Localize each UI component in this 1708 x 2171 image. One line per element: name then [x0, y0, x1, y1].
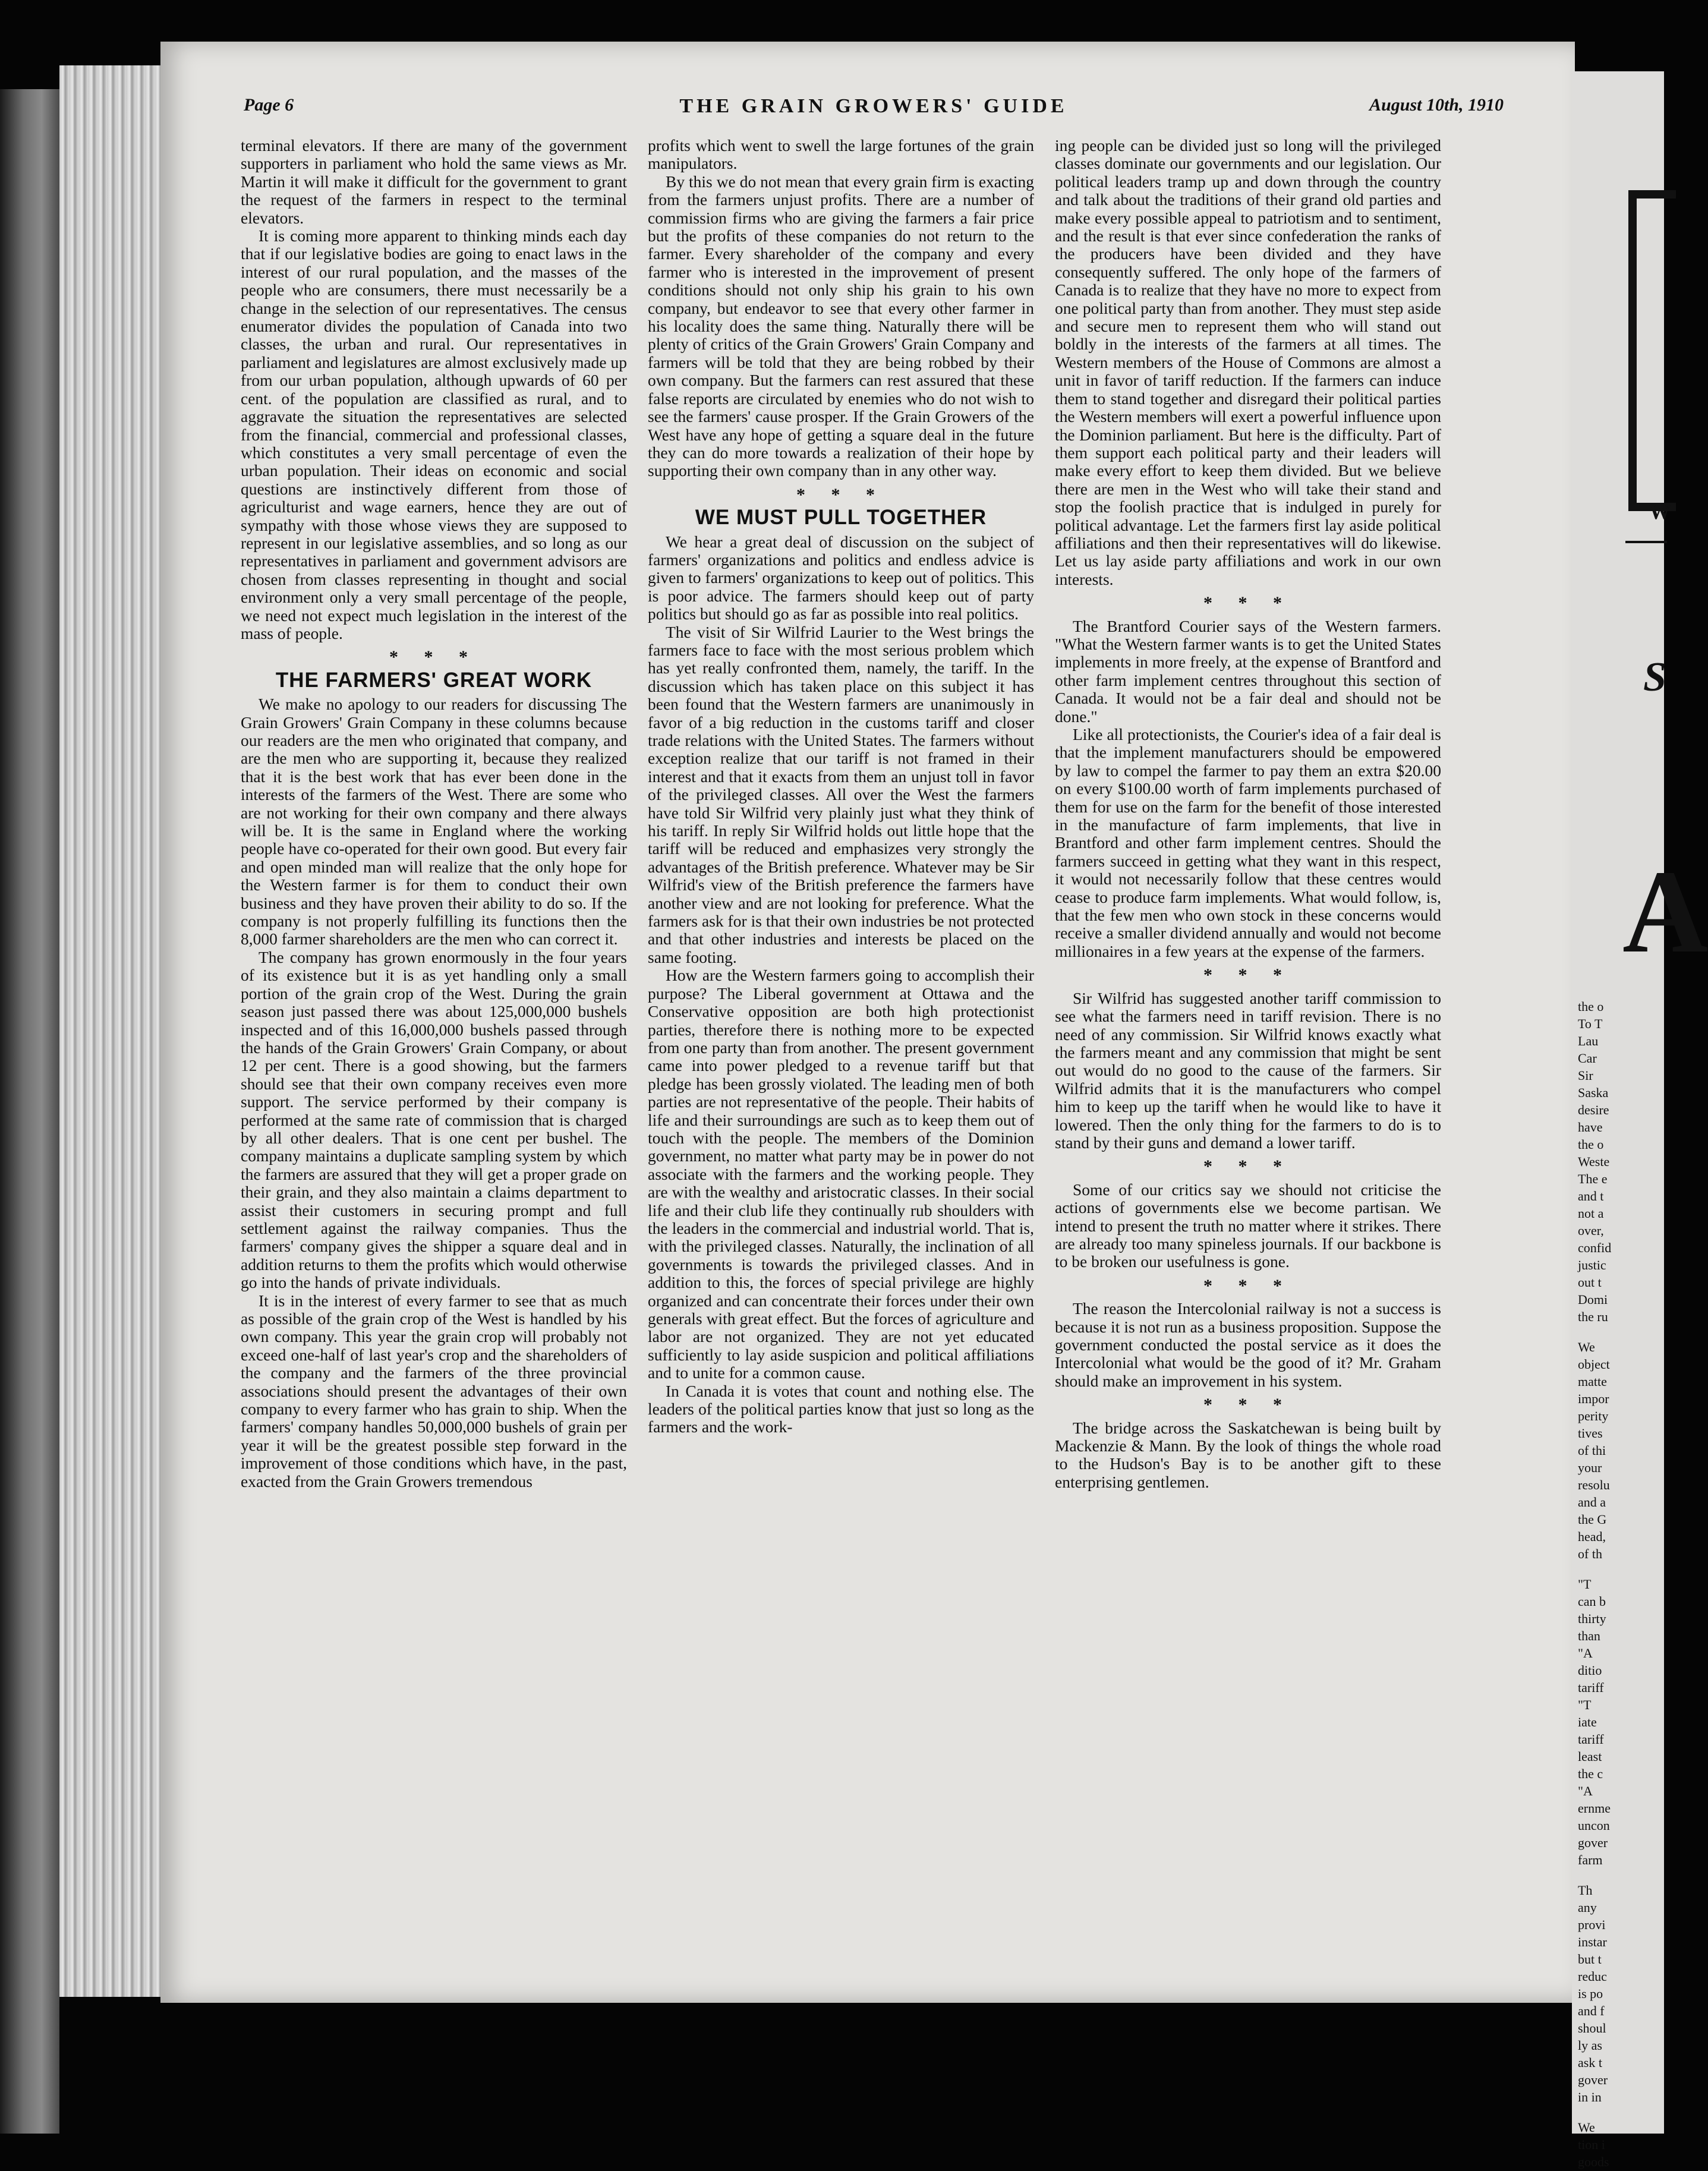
facing-page-fragment-line: and t [1578, 1189, 1604, 1203]
facing-page-fragment-line: in in [1578, 2090, 1602, 2104]
facing-page-fragment-line: than [1578, 1628, 1600, 1643]
facing-page-fragment-line: perity [1578, 1409, 1609, 1423]
paragraph: By this we do not mean that every grain firm is exacting from the farmers unjust profits. There are a number of commission firms who are giving the farmers a fair price but the profits of these companies do not return to the farmer. Every shareholder of the company and every farmer who is interested in the improvement of present conditions should not only ship his grain to his own company, but endeavor to see that every other farmer in his locality does the same thing. Naturally there will be plenty of critics of the Grain Growers' Grain Company and farmers will be told that they are being robbed by their own company. But the farmers can rest assured that these false reports are circulated by enemies who do not wish to see the farmers' cause prosper. If the Grain Growers of the West have any hope of getting a square deal in the future they can do more towards a realization of their hope by supporting their own company than in any other way. [648, 172, 1034, 480]
facing-page-fragment-line: the o [1578, 1137, 1604, 1152]
facing-page-fragment-line: We [1578, 2120, 1595, 2135]
facing-page-fragment-line: the ru [1578, 1309, 1608, 1324]
facing-page-fragment [1572, 71, 1708, 2169]
facing-page-fragment-line: Sir [1578, 1068, 1593, 1083]
facing-page-fragment-line: the o [1578, 999, 1604, 1014]
paragraph: terminal elevators. If there are many of the government supporters in parliament who hold the same views as Mr. Martin it will make it difficult for the government to grant the request of the farmers in respect to the terminal elevators. [241, 136, 627, 227]
facing-page-fragment-line: over, [1578, 1223, 1604, 1238]
facing-page-fragment-line: ask t [1578, 2055, 1602, 2070]
facing-page-fragment-line: iate [1578, 1715, 1597, 1729]
facing-page-fragment-line: "T [1578, 1697, 1592, 1712]
facing-page-fragment-line: least [1578, 1749, 1602, 1764]
facing-page-letter: S [1643, 654, 1666, 700]
facing-page-fragment-line: goods [1578, 2154, 1609, 2169]
facing-page-fragment-line: out t [1578, 1275, 1602, 1290]
facing-page-fragment-line: any [1578, 1900, 1597, 1915]
facing-page-fragment-line: is po [1578, 1986, 1603, 2001]
paragraph: How are the Western farmers going to accomplish their purpose? The Liberal government at Ottawa and the Conservative opposition are both high protectionist parties, therefore there is nothing more to be expected from one party than from another. The present government came into power pledged to a revenue tariff but that pledge has been grossly violated. The leading men of both parties are not representative of the people. Their habits of life and their surroundings are such as to keep them out of touch with the people. The members of the Dominion government, no matter what party may be in power do not associate with the farmers and the working people. They are with the wealthy and aristocratic classes. In their social life and their club life they continually rub shoulders with the leaders in the commercial and industrial world. That is, with the privileged classes. Naturally, the inclination of all governments is towards the privileged classes. And in addition to this, the forces of special privilege are highly organized and can concentrate their forces under their own generals with great effect. But the forces of agriculture and labor are not organized. They are not yet educated sufficiently to lay aside suspicion and political affiliations and to unite for a common cause. [648, 966, 1034, 1382]
facing-page-fragment-line: object [1578, 1357, 1610, 1372]
column-1 [241, 137, 627, 2027]
facing-page-fragment-line: thirty [1578, 1611, 1606, 1626]
facing-page-fragment-line: can b [1578, 1594, 1606, 1609]
section-separator: * * * [1203, 593, 1293, 613]
section-separator: * * * [1203, 965, 1293, 985]
left-book-edge [0, 89, 59, 2134]
facing-page-fragment-line: ernme [1578, 1801, 1611, 1816]
paragraph: ing people can be divided just so long will the privileged classes dominate our governments and our legislation. Our political leaders tramp up and down through the country and talk about the traditions of their grand old parties and make every possible appeal to patriotism and to sentiment, and the result is that ever since confederation the ranks of the producers have been divided and they have consequently suffered. The only hope of the farmers of Canada is to realize that they have no more to expect from one political party than from another. They must step aside and secure men to represent them who will stand out boldly in the interests of the farmers at all times. The Western members of the House of Commons are almost a unit in favor of tariff reduction. If the farmers can induce them to stand together and disregard their political parties the Western members will exert a powerful influence upon the Dominion parliament. But here is the difficulty. Part of them support each political party and their leaders will make every effort to keep them divided. But we believe there are men in the West who will take their stand and stop the foolish practice that is indulged in purely for political advantage. Let the farmers first lay aside political affiliations and then their representatives will do likewise. Let us lay aside party affiliations and work in our own interests. [1055, 136, 1441, 588]
facing-page-fragment-line: tariff [1578, 1732, 1604, 1747]
section-separator: * * * [796, 484, 885, 505]
page-header [244, 95, 1504, 131]
page-stack-edges [59, 65, 172, 1997]
facing-page-fragment-line: "A [1578, 1646, 1593, 1660]
facing-page-fragment-line: of th [1578, 1546, 1602, 1561]
facing-page-fragment-line: Weste [1578, 1154, 1610, 1169]
facing-page-fragment-line: instar [1578, 1934, 1607, 1949]
facing-page-fragment-line: Domi [1578, 1292, 1608, 1307]
facing-page-fragment-line: We [1578, 1340, 1595, 1354]
facing-page-fragment-line: ly as [1578, 2038, 1602, 2053]
facing-page-fragment-line: tariff [1578, 1680, 1604, 1695]
facing-page-fragment-line: impor [1578, 1391, 1609, 1406]
facing-page-fragment-line: gover [1578, 1835, 1608, 1850]
facing-page-fragment-line: shoul [1578, 2021, 1606, 2035]
facing-page-fragment-line: "T [1578, 1577, 1592, 1592]
column-3 [1055, 137, 1441, 2027]
facing-page-fragment-line: and f [1578, 2003, 1605, 2018]
facing-page-letter: W [1649, 500, 1671, 524]
facing-page-fragment-line: To T [1578, 1016, 1603, 1031]
facing-page-fragment-line: provi [1578, 1917, 1606, 1932]
article-headline: THE FARMERS' GREAT WORK [275, 668, 593, 692]
facing-page-fragment-line: not a [1578, 1206, 1604, 1221]
masthead: THE GRAIN GROWERS' GUIDE [679, 95, 1068, 117]
facing-page-fragment-line: Th [1578, 1883, 1593, 1898]
paragraph: The visit of Sir Wilfrid Laurier to the West brings the farmers face to face with the most serious problem which has yet really confronted them, namely, the tariff. In the discussion which has taken place on this subject it has been found that the Western farmers are unanimously in favor of a big reduction in the customs tariff and closer trade relations with the United States. The farmers without exception realize that our tariff is not framed in their interest and that it exacts from them an unjust toll in favor of the privileged classes. All over the West the farmers have told Sir Wilfrid very plainly just what they think of his tariff. In reply Sir Wilfrid holds out little hope that the tariff will be reduced and emphasizes very strongly the advantages of the British preference. Whatever may be Sir Wilfrid's view of the British preference the farmers have another view and are not looking for preference. What the farmers ask for is that their own industries be not protected and that other industries and interests be placed on the same footing. [648, 622, 1034, 966]
newspaper-page [160, 42, 1575, 2003]
facing-page-fragment-line: have [1578, 1120, 1603, 1135]
section-separator: * * * [1203, 1395, 1293, 1415]
paragraph: The Brantford Courier says of the Western farmers. "What the Western farmer wants is to get the United States implements in more freely, at the expense of Brantford and other farm implement centres throughout this section of Canada. It would not be a fair deal and should not be done." [1055, 616, 1441, 726]
section-separator: * * * [1203, 1157, 1293, 1177]
facing-page-fragment-line: ditio [1578, 1663, 1602, 1678]
section-separator: * * * [1203, 1275, 1293, 1296]
facing-page-fragment-line: Car [1578, 1051, 1597, 1066]
facing-page-fragment-line: confid [1578, 1240, 1612, 1255]
column-2 [648, 137, 1034, 2027]
paragraph: The bridge across the Saskatchewan is being built by Mackenzie & Mann. By the look of things the whole road to the Hudson's Bay is to be another gift to these enterprising gentlemen. [1055, 1418, 1441, 1491]
paragraph: Like all protectionists, the Courier's idea of a fair deal is that the implement manufacturers should be empowered by law to compel the farmer to pay them an extra $20.00 on every $100.00 worth of farm implements purchased of them for use on the farm for the benefit of those interested in the manufacture of farm implements, that live in Brantford and other farm implement centres. Should the farmers succeed in getting what they want in this respect, it would not necessarily follow that these centres would cease to produce farm implements. What would follow, is, that the few men who own stock in these concerns would receive a smaller dividend annually and would not become millionaires in a few years at the expense of the farmers. [1055, 725, 1441, 960]
page-number: Page 6 [244, 95, 294, 115]
facing-page-fragment-line: tion i [1578, 2137, 1605, 2152]
page-date: August 10th, 1910 [1369, 95, 1504, 115]
facing-page-fragment-line: "A [1578, 1784, 1593, 1798]
facing-page-fragment-line: the G [1578, 1512, 1607, 1527]
facing-page-fragment-line: reduc [1578, 1969, 1607, 1984]
facing-page-fragment-line: desire [1578, 1102, 1609, 1117]
facing-page-fragment-line: tives [1578, 1426, 1603, 1441]
article-headline: WE MUST PULL TOGETHER [695, 506, 987, 530]
ornamental-border [1628, 190, 1676, 511]
facing-page-fragment-line: but t [1578, 1952, 1602, 1967]
facing-page-fragment-line: the c [1578, 1766, 1603, 1781]
paragraph: It is in the interest of every farmer to see that as much as possible of the grain crop of the West is handled by his own company. This year the grain crop will probably not exceed one-half of last year's crop and the shareholders of the company and the farmers of the three provincial associations should present the advantages of their own company to every farmer who has grain to ship. When the farmers' company handles 50,000,000 bushels of grain per year it will be the greatest possible step forward in the improvement of those conditions which have, in the past, exacted from the Grain Growers tremendous [241, 1291, 627, 1491]
facing-page-fragment-line: Lau [1578, 1033, 1599, 1048]
paragraph: It is coming more apparent to thinking minds each day that if our legislative bodies are going to enact laws in the interest of our rural population, and the masses of the people who are consumers, there must necessarily be a change in the selection of our representatives. The census enumerator divides the population of Canada into two classes, the urban and rural. Our representatives in parliament and legislatures are almost exclusively made up from our urban population, although upwards of 60 per cent. of the population are classified as rural, and to aggravate the situation the representatives are selected from the financial, commercial and professional classes, which constitutes a very small percentage of even the urban population. Their ideas on economic and social questions are instinctively different from those of agriculturist and wage earners, hence they are out of sympathy with those whose views they are supposed to represent in our legislative assemblies, and so long as our representatives in parliament and government advisors are chosen from classes representing in thought and social environment only a very small percentage of the people, we need not expect much legislation in the interest of the mass of people. [241, 226, 627, 642]
paragraph: In Canada it is votes that count and nothing else. The leaders of the political parties know that just so long as the farmers and the work- [648, 1381, 1034, 1436]
facing-page-fragment-line: The e [1578, 1171, 1608, 1186]
facing-page-fragment-line: uncon [1578, 1818, 1610, 1833]
facing-page-fragment-line: head, [1578, 1529, 1606, 1544]
facing-page-fragment-line: matte [1578, 1374, 1607, 1389]
facing-page-fragment-line: of thi [1578, 1443, 1606, 1458]
paragraph: profits which went to swell the large fortunes of the grain manipulators. [648, 136, 1034, 173]
section-separator: * * * [389, 647, 478, 667]
facing-page-fragment-line: gover [1578, 2072, 1608, 2087]
facing-page-fragment-line: and a [1578, 1495, 1606, 1510]
paragraph: The company has grown enormously in the four years of its existence but it is as yet handling only a small portion of the grain crop of the West. During the grain season just passed there was about 125,000,000 bushels inspected and of this 16,000,000 bushels passed through the hands of the Grain Growers' Grain Company, or about 12 per cent. There is a good showing, but the farmers should see that their own company receives even more support. The service performed by their company is performed at the same rate of commission that is charged by all other dealers. That is one cent per bushel. The company maintains a duplicate sampling system by which the farmers are assured that they will get a proper grade on their grain, and they also maintain a claims department to assist their customers in securing prompt and full settlement against the railway companies. Thus the farmers' company gives the shipper a square deal and in addition returns to them the profits which would otherwise go into the hands of private individuals. [241, 947, 627, 1292]
paragraph: We hear a great deal of discussion on the subject of farmers' organizations and politics and endless advice is given to farmers' organizations to keep out of politics. This is poor advice. The farmers should keep out of party politics but should go as far as possible into real politics. [648, 532, 1034, 623]
facing-page-fragment-line: resolu [1578, 1477, 1610, 1492]
facing-page-fragment-line: justic [1578, 1258, 1606, 1272]
drop-cap-letter: A [1622, 846, 1708, 978]
facing-page-fragment-line: your [1578, 1460, 1602, 1475]
paragraph: Some of our critics say we should not criticise the actions of governments else we become partisan. We intend to present the truth no matter where it strikes. There are already too many spineless journals. If our backbone is to be broken our usefulness is gone. [1055, 1180, 1441, 1271]
facing-page-fragment-line: Saska [1578, 1085, 1609, 1100]
facing-page-fragment-line: farm [1578, 1852, 1603, 1867]
paragraph: The reason the Intercolonial railway is not a success is because it is not run as a business proposition. Suppose the government conducted the postal service as it does the Intercolonial what would be the good of it? Mr. Graham should make an improvement in his system. [1055, 1299, 1441, 1390]
paragraph: We make no apology to our readers for discussing The Grain Growers' Grain Company in these columns because our readers are the men who originated that company, and are the men who are supporting it, because they realized that it is the best work that has ever been done in the interests of the farmers of the West. There are some who are not working for their own company and there always will be. It is the same in England where the working people have co-operated for their own good. But every fair and open minded man will realize that the only hope for the Western farmer is for them to conduct their own business and they have proven their ability to do so. If the company is not properly fulfilling its functions then the 8,000 farmer shareholders are the men who can correct it. [241, 695, 627, 949]
paragraph: Sir Wilfrid has suggested another tariff commission to see what the farmers need in tariff revision. There is no need of any commission. Sir Wilfrid knows exactly what the farmers meant and any commission that might be sent out would do no good to the cause of the farmers. Sir Wilfrid admits that it is the manufacturers who compel him to keep up the tariff when he would like to have it lowered. Then the only thing for the farmers to do is to stand by their guns and demand a lower tariff. [1055, 988, 1441, 1152]
divider [1625, 541, 1667, 543]
